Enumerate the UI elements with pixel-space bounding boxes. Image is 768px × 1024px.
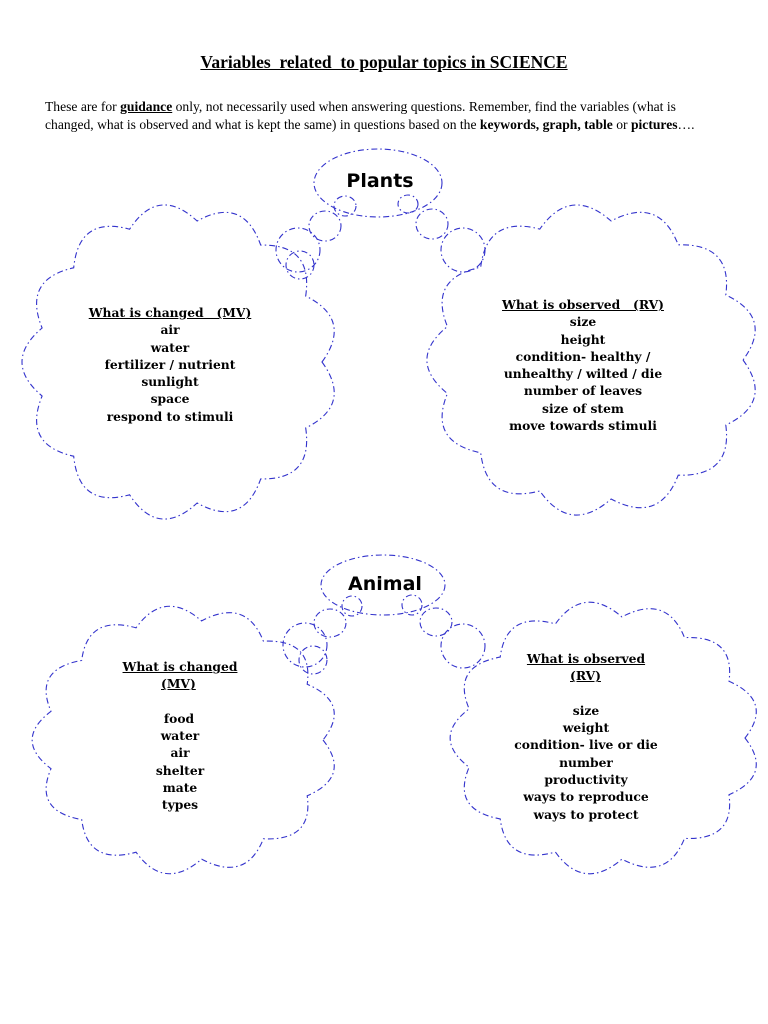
animal-observed-heading-rv: (RV) (570, 668, 601, 684)
animal-changed-item: types (161, 797, 199, 813)
plants-changed-heading: What is changed (MV) (88, 305, 252, 320)
intro-text-3: or (612, 116, 631, 132)
plants-observed-item: size (569, 314, 597, 330)
topic-label-plants: Plants (346, 170, 414, 192)
plants-changed-item: respond to stimuli (106, 408, 234, 424)
animal-changed-heading: What is changed (122, 659, 238, 674)
plants-changed-box (70, 304, 270, 425)
intro-text-2: only, not necessarily used when answering questions. Remember, find the variables (what is changed, what is observed and what is kept the same) in questions based on the (45, 99, 676, 132)
animal-changed-item: shelter (155, 762, 205, 778)
intro-bold-pictures: pictures (630, 116, 678, 132)
plants-changed-item: sunlight (141, 374, 199, 390)
plants-observed-item: move towards stimuli (509, 418, 657, 434)
thought-bubble (299, 646, 327, 674)
animal-changed-item: mate (162, 780, 198, 796)
thought-bubble (441, 624, 485, 668)
animal-changed-item: food (163, 710, 195, 726)
thought-bubble (441, 228, 485, 272)
topic-label-animal: Animal (348, 573, 422, 595)
plants-observed-item: number of leaves (523, 383, 643, 399)
plants-changed-item: air (160, 322, 180, 338)
thought-bubble (314, 609, 346, 637)
plants-changed-item: water (150, 339, 190, 355)
animal-observed-item: condition- live or die (514, 737, 658, 753)
thought-bubble (309, 211, 341, 241)
intro-bold-guidance: guidance (120, 99, 173, 114)
animal-observed-heading: What is observed (526, 651, 646, 666)
thought-bubble (420, 608, 452, 636)
plants-observed-item: condition- healthy / (515, 348, 651, 364)
animal-changed-heading-mv: (MV) (161, 676, 196, 692)
plants-observed-heading: What is observed (RV) (502, 297, 664, 312)
thought-bubble (334, 196, 356, 216)
thought-bubble (286, 251, 314, 279)
intro-bold-keywords: keywords, graph, table (479, 116, 613, 132)
plants-changed-item: space (150, 391, 190, 407)
intro-text-1: These are for (45, 99, 121, 114)
animal-observed-item: number (559, 754, 613, 770)
plants-observed-box (483, 296, 683, 434)
thought-bubble (283, 623, 327, 667)
animal-observed-box (500, 650, 672, 823)
animal-changed-item: water (160, 728, 200, 744)
animal-observed-item: ways to reproduce (523, 789, 649, 805)
intro-text-4: …. (677, 116, 695, 132)
plants-observed-item: height (560, 331, 606, 347)
plants-observed-item: size of stem (542, 400, 624, 416)
animal-observed-item: weight (562, 720, 610, 736)
animal-observed-item: size (572, 702, 600, 718)
page-title: Variables related to popular topics in SCIENCE (200, 52, 568, 72)
plants-changed-item: fertilizer / nutrient (104, 356, 236, 372)
animal-observed-item: ways to protect (533, 806, 639, 822)
thought-bubble (276, 228, 320, 272)
animal-changed-item: air (170, 745, 190, 761)
thought-bubble (416, 209, 448, 239)
animal-observed-item: productivity (544, 772, 628, 788)
animal-changed-box (100, 658, 260, 814)
plants-observed-item: unhealthy / wilted / die (503, 366, 663, 382)
